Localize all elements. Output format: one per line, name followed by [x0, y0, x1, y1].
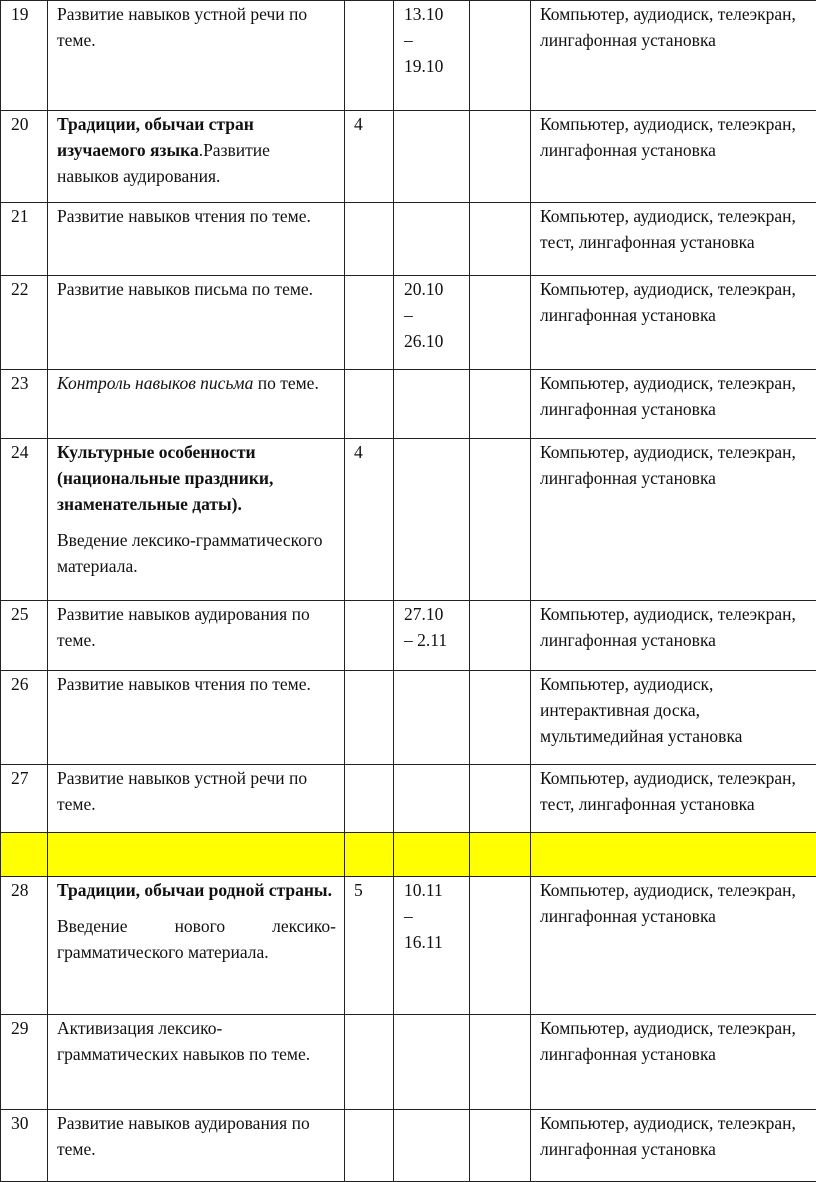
date-cell — [394, 1, 470, 111]
actual-date-cell — [470, 439, 531, 601]
equipment-line: лингафонная установка — [540, 906, 716, 926]
row-number: 25 — [1, 601, 48, 671]
date-cell — [394, 439, 470, 601]
table-row — [1, 1, 816, 111]
equipment-line: мультимедийная установка — [540, 726, 743, 746]
equipment-cell — [531, 1015, 816, 1110]
topic-cell — [48, 370, 345, 439]
date-end: 26.10 — [404, 331, 444, 351]
topic-heading: Традиции, обычаи родной страны. — [57, 880, 332, 900]
equipment-cell — [531, 877, 816, 1015]
date-cell — [394, 601, 470, 671]
hours-cell — [345, 671, 394, 765]
table-row — [1, 671, 816, 765]
equipment-line: Компьютер, аудиодиск, телеэкран, — [540, 768, 796, 788]
equipment-line: Компьютер, аудиодиск, телеэкран, — [540, 1113, 796, 1133]
actual-date-cell — [470, 877, 531, 1015]
row-number: 21 — [1, 203, 48, 276]
topic-cell: Развитие навыков устной речи по теме. — [48, 1, 345, 111]
table-row — [1, 601, 816, 671]
equipment-cell — [531, 111, 816, 203]
equipment-cell — [531, 1110, 816, 1182]
table-row — [1, 1110, 816, 1182]
empty-cell — [394, 833, 470, 877]
date-start: 13.10 — [404, 4, 444, 24]
topic-heading: Традиции, обычаи стран изучаемого языка — [57, 114, 254, 160]
hours-cell — [345, 370, 394, 439]
equipment-line: тест, лингафонная установка — [540, 794, 755, 814]
empty-cell — [531, 833, 816, 877]
equipment-line: Компьютер, аудиодиск, — [540, 674, 714, 694]
equipment-cell — [531, 370, 816, 439]
topic-cell — [48, 877, 345, 1015]
actual-date-cell — [470, 1110, 531, 1182]
date-cell — [394, 203, 470, 276]
topic-subtext: Введение нового лексико-грамматического материала. — [57, 916, 336, 962]
row-number: 26 — [1, 671, 48, 765]
row-number: 24 — [1, 439, 48, 601]
equipment-line: лингафонная установка — [540, 630, 716, 650]
date-cell — [394, 370, 470, 439]
equipment-cell — [531, 671, 816, 765]
date-cell — [394, 1015, 470, 1110]
actual-date-cell — [470, 1, 531, 111]
equipment-line: Компьютер, аудиодиск, телеэкран, — [540, 604, 796, 624]
date-end: 16.11 — [404, 932, 443, 952]
topic-cell: Развитие навыков аудирования по теме. — [48, 1110, 345, 1182]
row-number: 23 — [1, 370, 48, 439]
equipment-line: лингафонная установка — [540, 1044, 716, 1064]
table-row — [1, 877, 816, 1015]
table-row — [1, 765, 816, 833]
hours-cell — [345, 765, 394, 833]
equipment-line: Компьютер, аудиодиск, телеэкран, — [540, 4, 796, 24]
topic-text: .Развитие навыков аудирования. — [57, 140, 270, 186]
topic-cell — [48, 111, 345, 203]
date-dash: – — [404, 906, 413, 926]
equipment-line: лингафонная установка — [540, 399, 716, 419]
topic-cell: Развитие навыков чтения по теме. — [48, 671, 345, 765]
date-start: 20.10 — [404, 279, 444, 299]
topic-cell: Активизация лексико-грамматических навыков по теме. — [48, 1015, 345, 1110]
equipment-line: Компьютер, аудиодиск, телеэкран, — [540, 442, 796, 462]
hours-cell — [345, 1, 394, 111]
date-end: 19.10 — [404, 56, 444, 76]
table-row — [1, 439, 816, 601]
equipment-line: лингафонная установка — [540, 468, 716, 488]
topic-cell: Развитие навыков чтения по теме. — [48, 203, 345, 276]
date-cell — [394, 765, 470, 833]
equipment-cell — [531, 276, 816, 370]
topic-cell: Развитие навыков устной речи по теме. — [48, 765, 345, 833]
table-row — [1, 111, 816, 203]
equipment-cell — [531, 765, 816, 833]
date-dash: – — [404, 30, 413, 50]
highlighted-empty-row — [1, 833, 816, 877]
date-cell — [394, 877, 470, 1015]
hours-cell — [345, 1110, 394, 1182]
row-number: 22 — [1, 276, 48, 370]
date-cell — [394, 671, 470, 765]
hours-cell — [345, 601, 394, 671]
row-number: 20 — [1, 111, 48, 203]
topic-cell: Развитие навыков письма по теме. — [48, 276, 345, 370]
table-row — [1, 370, 816, 439]
actual-date-cell — [470, 276, 531, 370]
date-cell — [394, 1110, 470, 1182]
row-number: 30 — [1, 1110, 48, 1182]
empty-cell — [1, 833, 48, 877]
actual-date-cell — [470, 111, 531, 203]
equipment-line: Компьютер, аудиодиск, телеэкран, — [540, 206, 796, 226]
equipment-cell — [531, 601, 816, 671]
equipment-line: Компьютер, аудиодиск, телеэкран, — [540, 1018, 796, 1038]
topic-heading: Культурные особенности (национальные праздники, знаменательные даты). — [57, 442, 274, 514]
actual-date-cell — [470, 203, 531, 276]
row-number: 27 — [1, 765, 48, 833]
hours-cell: 5 — [345, 877, 394, 1015]
date-cell — [394, 111, 470, 203]
date-start: 27.10 — [404, 604, 444, 624]
table-row — [1, 1015, 816, 1110]
equipment-cell — [531, 439, 816, 601]
equipment-line: интерактивная доска, — [540, 700, 701, 720]
actual-date-cell — [470, 601, 531, 671]
equipment-line: Компьютер, аудиодиск, телеэкран, — [540, 880, 796, 900]
equipment-line: тест, лингафонная установка — [540, 232, 755, 252]
topic-text: по теме. — [253, 373, 319, 393]
table-row — [1, 276, 816, 370]
row-number: 19 — [1, 1, 48, 111]
topic-subtext: Введение лексико-грамматического материала. — [57, 530, 323, 576]
hours-cell — [345, 1015, 394, 1110]
hours-cell — [345, 203, 394, 276]
equipment-line: лингафонная установка — [540, 30, 716, 50]
equipment-line: Компьютер, аудиодиск, телеэкран, — [540, 373, 796, 393]
hours-cell — [345, 276, 394, 370]
topic-italic: Контроль навыков письма — [57, 373, 254, 393]
row-number: 28 — [1, 877, 48, 1015]
equipment-cell — [531, 1, 816, 111]
empty-cell — [470, 833, 531, 877]
date-cell — [394, 276, 470, 370]
empty-cell — [48, 833, 345, 877]
hours-cell: 4 — [345, 439, 394, 601]
topic-cell — [48, 439, 345, 601]
equipment-line: лингафонная установка — [540, 305, 716, 325]
equipment-line: лингафонная установка — [540, 1139, 716, 1159]
table-row — [1, 203, 816, 276]
date-end: – 2.11 — [404, 630, 448, 650]
actual-date-cell — [470, 370, 531, 439]
hours-cell: 4 — [345, 111, 394, 203]
empty-cell — [345, 833, 394, 877]
date-start: 10.11 — [404, 880, 443, 900]
equipment-cell — [531, 203, 816, 276]
actual-date-cell — [470, 671, 531, 765]
topic-cell: Развитие навыков аудирования по теме. — [48, 601, 345, 671]
equipment-line: Компьютер, аудиодиск, телеэкран, — [540, 114, 796, 134]
equipment-line: Компьютер, аудиодиск, телеэкран, — [540, 279, 796, 299]
actual-date-cell — [470, 765, 531, 833]
row-number: 29 — [1, 1015, 48, 1110]
equipment-line: лингафонная установка — [540, 140, 716, 160]
date-dash: – — [404, 305, 413, 325]
actual-date-cell — [470, 1015, 531, 1110]
